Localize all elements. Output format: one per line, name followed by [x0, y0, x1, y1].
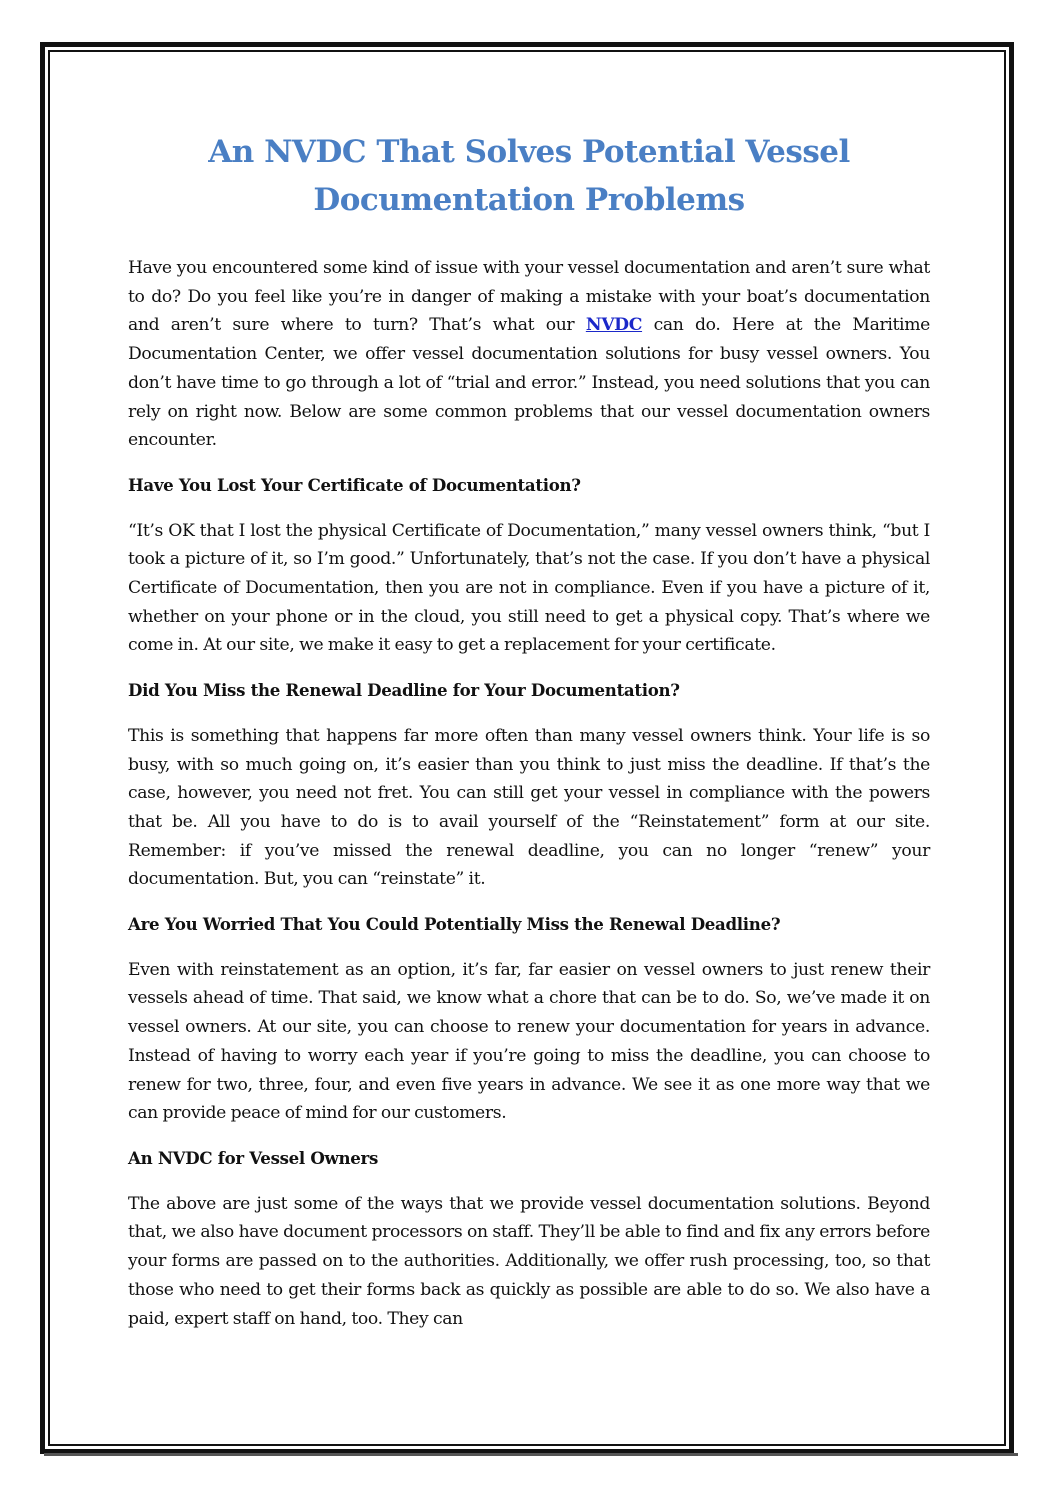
section-body-worried-deadline: Even with reinstatement as an option, it’s far, far easier on vessel owners to just renew their vessels ahead of time. That said, we know what a chore that can be to do. So, we’ve made it on vessel owners. At our site, you can choose to renew your documentation for years in advance. Instead of having to worry each year if you’re going to miss the deadline, you can choose to renew for two, three, four, and even five years in advance. We see it as one more way that we can provide peace of mind for our customers. — [128, 959, 930, 1124]
section-body-lost-certificate: “It’s OK that I lost the physical Certificate of Documentation,” many vessel owners think, “but I took a picture of it, so I’m good.” Unfortunately, that’s not the case. If you don’t have a physical Certificate of Documentation, then you are not in compliance. Even if you have a picture of it, whether on your phone or in the cloud, you still need to get a physical copy. That’s where we come in. At our site, we make it easy to get a replacement for your certificate. — [128, 520, 930, 656]
document-title: An NVDC That Solves Potential Vessel Documentation Problems — [208, 134, 850, 218]
document-body — [128, 128, 930, 1349]
intro-text-before-link: Have you encountered some kind of issue with your vessel documentation and aren’t sure what to do? Do you feel like you’re in danger of making a mistake with your boat’s documentation and aren’t sure where to turn? That’s what our — [128, 258, 930, 336]
page-border-shadow — [44, 1453, 1018, 1456]
intro-text-after-link: can do. Here at the Maritime Documentation Center, we offer vessel documentation solutions for busy vessel owners. You don’t have time to go through a lot of “trial and error.” Instead, you need solutions that you can rely on right now. Below are some common problems that our vessel documentation owners encounter. — [128, 315, 930, 451]
section-heading-vessel-owners: An NVDC for Vessel Owners — [128, 1147, 379, 1168]
section-heading-missed-deadline: Did You Miss the Renewal Deadline for Your Documentation? — [128, 680, 680, 701]
section-heading-worried-deadline: Are You Worried That You Could Potentially Miss the Renewal Deadline? — [128, 914, 781, 935]
nvdc-link[interactable]: NVDC — [585, 315, 643, 336]
intro-paragraph — [128, 254, 930, 455]
section-heading-lost-certificate: Have You Lost Your Certificate of Documentation? — [128, 474, 581, 495]
section-body-missed-deadline: This is something that happens far more often than many vessel owners think. Your life is so busy, with so much going on, it’s easier than you think to just miss the deadline. If that’s the case, however, you need not fret. You can still get your vessel in compliance with the powers that be. All you have to do is to avail yourself of the “Reinstatement” form at our site. Remember: if you’ve missed the renewal deadline, you can no longer “renew” your documentation. But, you can “reinstate” it. — [128, 725, 930, 890]
section-body-vessel-owners: The above are just some of the ways that we provide vessel documentation solutions. Beyond that, we also have document processors on staff. They’ll be able to find and fix any errors before your forms are passed on to the authorities. Additionally, we offer rush processing, too, so that those who need to get their forms back as quickly as possible are able to do so. We also have a paid, expert staff on hand, too. They can — [128, 1193, 930, 1329]
